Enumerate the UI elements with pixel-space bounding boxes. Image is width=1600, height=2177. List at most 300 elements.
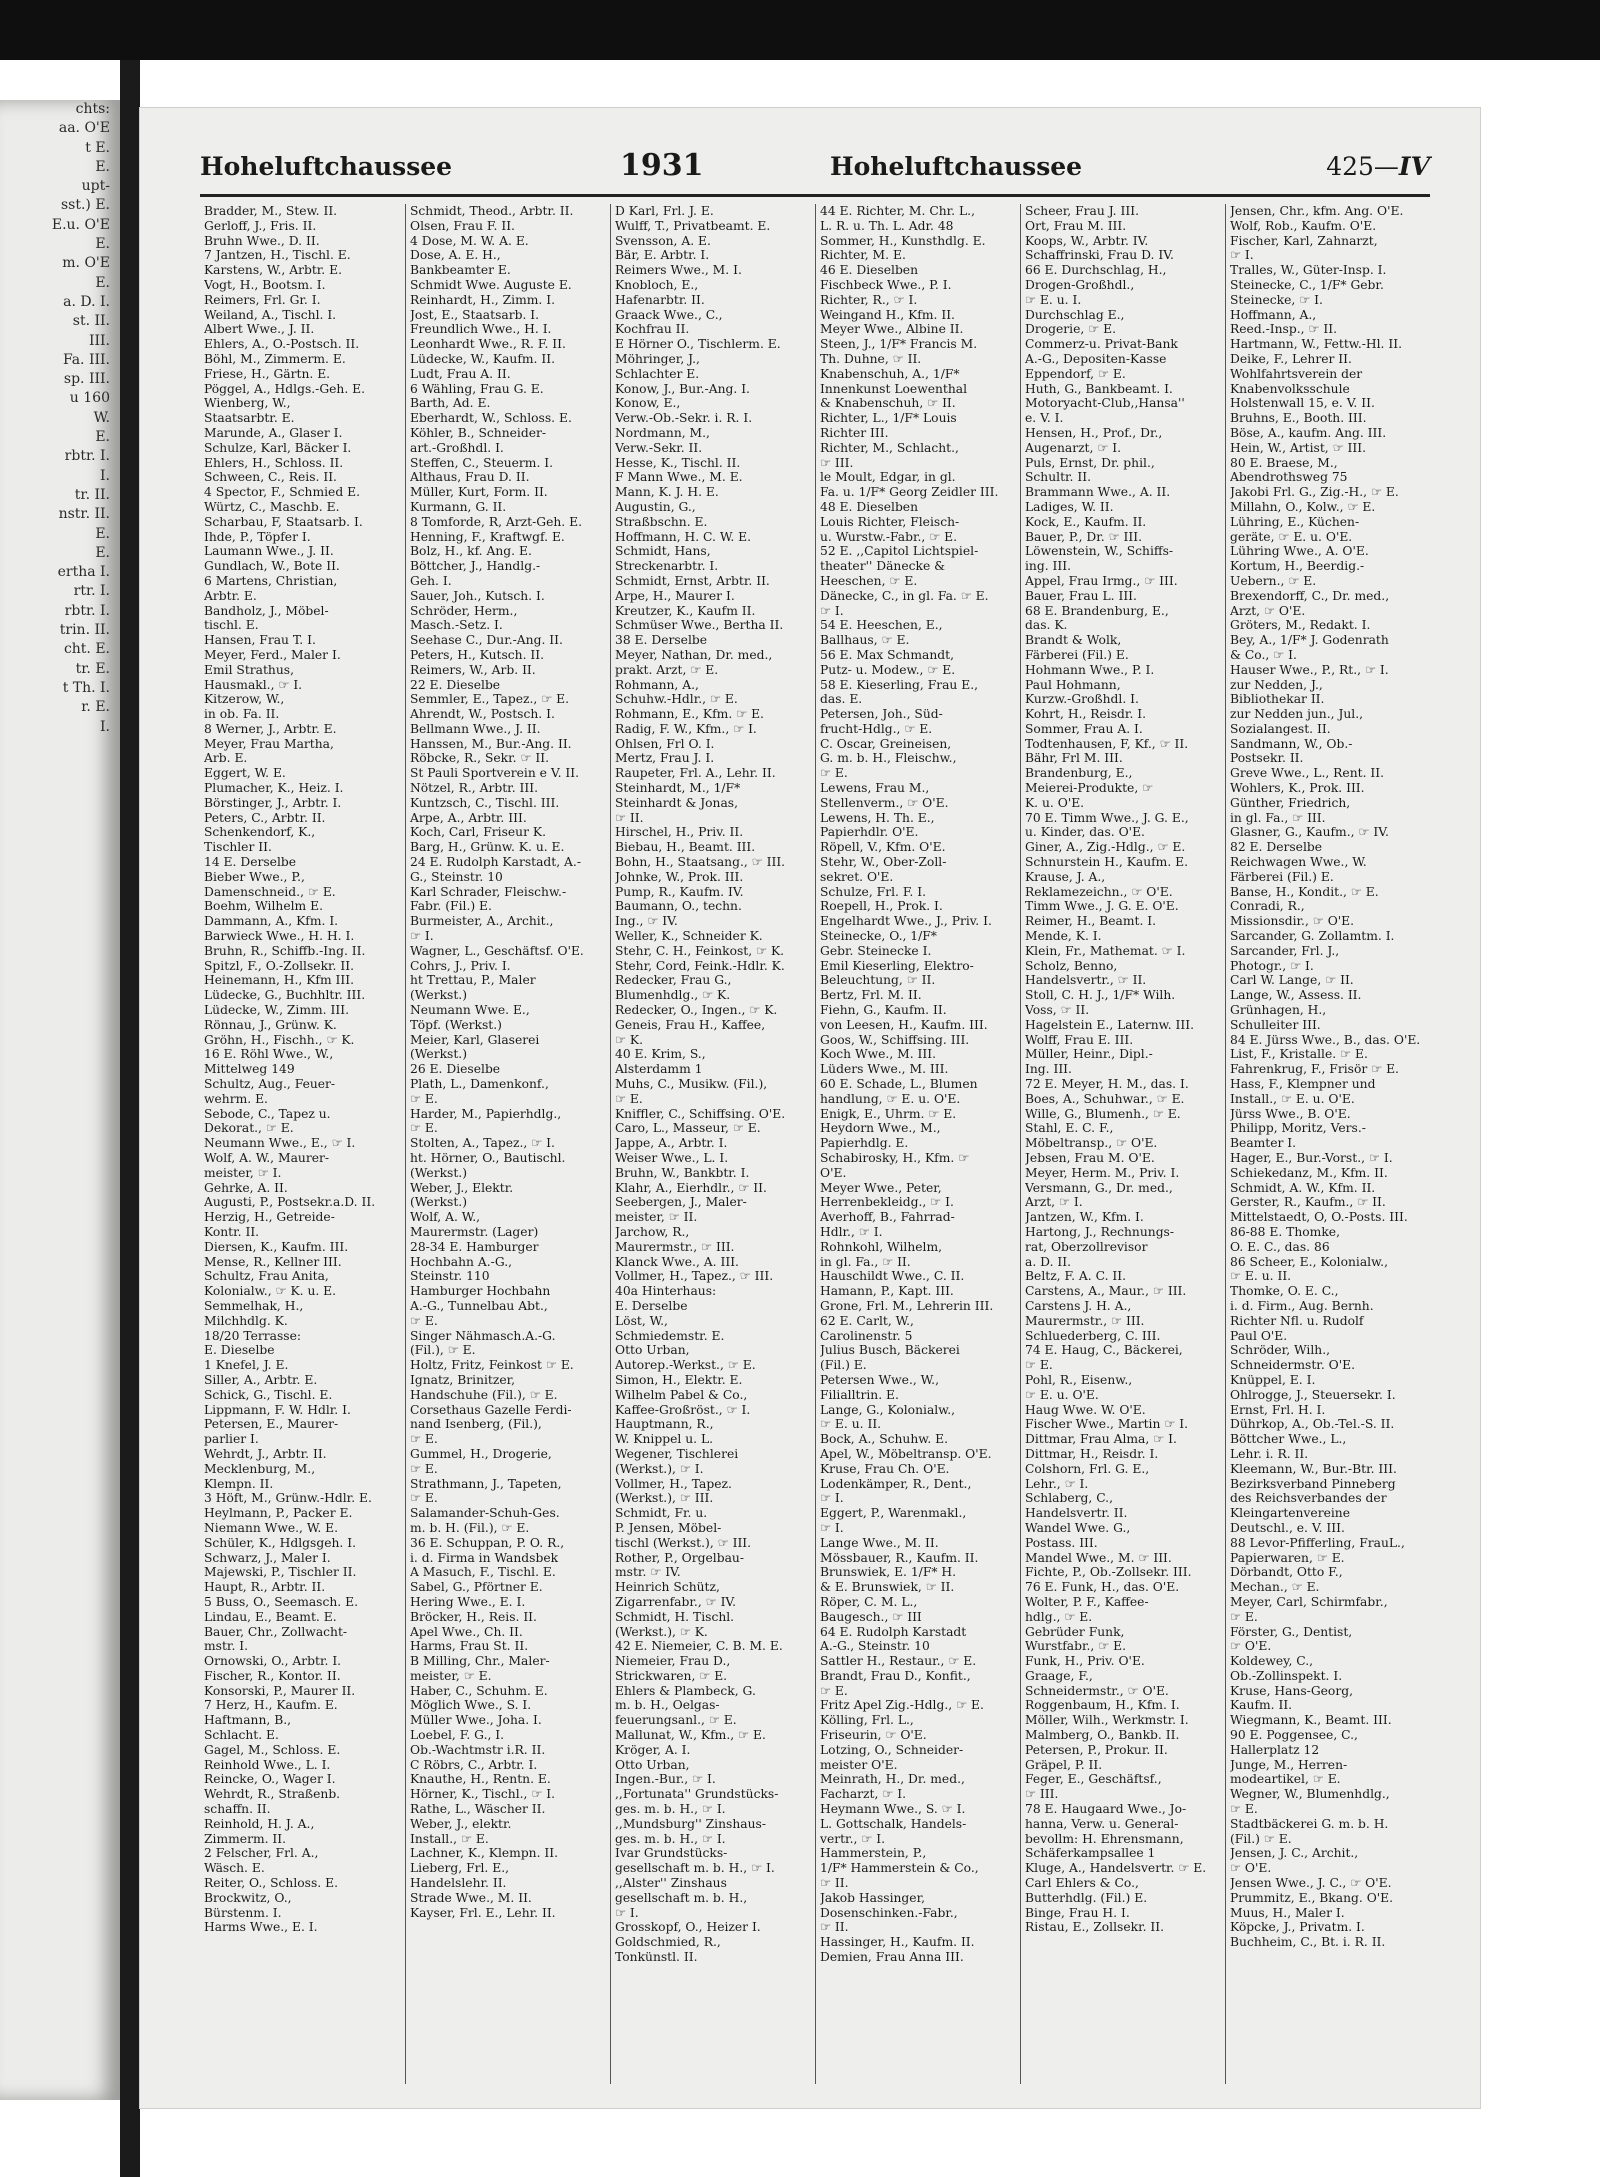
directory-entry: Innenkunst Loewenthal: [820, 381, 968, 396]
directory-entry: Rathe, L., Wäscher II.: [410, 1802, 546, 1817]
directory-entry: ☞ O'E.: [1230, 1861, 1272, 1876]
directory-entry: a. D. II.: [1025, 1254, 1072, 1269]
directory-entry: Fischer Wwe., Martin ☞ I.: [1025, 1417, 1189, 1432]
directory-entry: Jebsen, Frau M. O'E.: [1025, 1151, 1155, 1165]
directory-entry: Schaffrinski, Frau D. IV.: [1025, 248, 1174, 263]
directory-entry: Roepell, H., Prok. I.: [820, 899, 943, 914]
directory-entry: Hohmann Wwe., P. I.: [1025, 662, 1155, 677]
directory-entry: Reinhold, H. J. A.,: [204, 1816, 315, 1831]
left-page-fragment: nstr. II.: [58, 506, 110, 523]
directory-entry: ☞ E.: [410, 1091, 438, 1106]
left-page-edge: [0, 100, 126, 2100]
directory-entry: Hanssen, M., Bur.-Ang. II.: [410, 736, 572, 751]
left-page-fragment: upt-: [81, 178, 110, 195]
directory-entry: ☞ II.: [615, 810, 644, 825]
directory-entry: Bohn, H., Staatsang., ☞ III.: [615, 855, 786, 870]
directory-entry: Streckenarbtr. I.: [615, 559, 719, 574]
directory-entry: Barwieck Wwe., H. H. I.: [204, 929, 355, 944]
directory-entry: Bellmann Wwe., J. II.: [410, 721, 541, 736]
book-gutter: [120, 60, 140, 2177]
directory-entry: art.-Großhdl. I.: [410, 440, 504, 455]
directory-entry: F Mann Wwe., M. E.: [615, 470, 743, 485]
directory-entry: Karl Schrader, Fleischw.-: [410, 884, 567, 899]
directory-entry: Klahr, A., Eierhdlr., ☞ II.: [615, 1180, 767, 1195]
directory-entry: Marunde, A., Glaser I.: [204, 425, 343, 440]
directory-entry: Meyer, Ferd., Maler I.: [204, 647, 341, 662]
left-page-fragment: t Th. I.: [62, 679, 110, 696]
directory-entry: vertr., ☞ I.: [820, 1831, 885, 1846]
directory-entry: (Fil.), ☞ E.: [410, 1343, 476, 1358]
directory-entry: Reimers, W., Arb. II.: [410, 662, 536, 677]
directory-entry: (Werkst.): [410, 1047, 467, 1062]
directory-entry: Heydorn Wwe., M.,: [820, 1121, 941, 1136]
directory-entry: Roggenbaum, H., Kfm. I.: [1025, 1698, 1180, 1713]
directory-entry: Wolff, Frau E. III.: [1025, 1032, 1134, 1047]
page-volume: IV: [1398, 152, 1430, 181]
directory-entry: 66 E. Durchschlag, H.,: [1025, 263, 1167, 278]
directory-entry: Ivar Grundstücks-: [615, 1846, 728, 1861]
directory-entry: ☞ K.: [615, 1032, 644, 1047]
directory-entry: Schäferkampsallee 1: [1025, 1846, 1156, 1861]
directory-entry: Schmidt, H. Tischl.: [615, 1609, 735, 1624]
directory-entry: Carl W. Lange, ☞ II.: [1230, 973, 1354, 988]
directory-entry: Jensen, Chr., kfm. Ang. O'E.: [1230, 204, 1404, 218]
directory-entry: theater'' Dänecke &: [820, 559, 946, 574]
directory-entry: Lehr., ☞ I.: [1025, 1476, 1089, 1491]
directory-entry: ,,Alster'' Zinshaus: [615, 1876, 727, 1891]
directory-entry: Schlachter E.: [615, 366, 700, 381]
directory-entry: Hauptmann, R.,: [615, 1417, 714, 1432]
directory-entry: 46 E. Dieselben: [820, 263, 919, 278]
directory-entry: Meierei-Produkte, ☞: [1025, 781, 1154, 796]
directory-entry: Röpell, V., Kfm. O'E.: [820, 840, 946, 855]
directory-entry: ☞ E.: [820, 766, 848, 781]
directory-entry: Meinrath, H., Dr. med.,: [820, 1772, 965, 1787]
directory-entry: Jensen, J. C., Archit.,: [1230, 1846, 1359, 1861]
directory-entry: Kitzerow, W.,: [204, 692, 285, 707]
left-page-fragment: u 160: [69, 390, 110, 407]
directory-entry: Arb. E.: [204, 751, 248, 766]
directory-entry: Stoll, C. H. J., 1/F* Wilh.: [1025, 988, 1176, 1003]
directory-entry: G. m. b. H., Fleischw.,: [820, 751, 957, 766]
directory-entry: 76 E. Funk, H., das. O'E.: [1025, 1580, 1180, 1595]
directory-entry: Kortum, H., Beerdig.-: [1230, 559, 1365, 574]
directory-entry: Deutschl., e. V. III.: [1230, 1520, 1345, 1535]
directory-entry: Reed.-Insp., ☞ II.: [1230, 322, 1337, 337]
directory-entry: Cohrs, J., Priv. I.: [410, 958, 511, 973]
directory-entry: Stehr, C. H., Feinkost, ☞ K.: [615, 943, 785, 958]
directory-entry: Bock, A., Schuhw. E.: [820, 1432, 949, 1447]
directory-entry: Heinemann, H., Kfm III.: [204, 973, 355, 988]
directory-entry: Mittelweg 149: [204, 1062, 295, 1077]
directory-entry: Install., ☞ E. u. O'E.: [1230, 1091, 1355, 1106]
directory-entry: Caro, L., Masseur, ☞ E.: [615, 1121, 761, 1136]
directory-entry: Goos, W., Schiffsing. III.: [820, 1032, 970, 1047]
directory-entry: Demien, Frau Anna III.: [820, 1950, 964, 1965]
directory-entry: Vollmer, H., Tapez.: [615, 1476, 732, 1491]
directory-entry: handlung, ☞ E. u. O'E.: [820, 1091, 961, 1106]
directory-entry: Konow, E.,: [615, 396, 681, 411]
directory-entry: Grone, Frl. M., Lehrerin III.: [820, 1298, 994, 1313]
directory-entry: Färberei (Fil.) E.: [1230, 869, 1334, 884]
directory-entry: parlier I.: [204, 1432, 259, 1447]
directory-entry: Lühring Wwe., A. O'E.: [1230, 544, 1369, 559]
left-page-fragment: a. D. I.: [63, 293, 110, 310]
directory-entry: Möller, Wilh., Werkmstr. I.: [1025, 1713, 1189, 1728]
directory-entry: Arzt, ☞ O'E.: [1230, 603, 1306, 618]
directory-entry: mstr. I.: [204, 1639, 249, 1654]
directory-entry: prakt. Arzt, ☞ E.: [615, 662, 719, 677]
directory-entry: Buchheim, C., Bt. i. R. II.: [1230, 1935, 1386, 1950]
directory-entry: Augustin, G.,: [615, 499, 696, 514]
directory-entry: Paul Hohmann,: [1025, 677, 1121, 692]
directory-entry: Schlaberg, C.,: [1025, 1491, 1113, 1506]
directory-entry: Hirschel, H., Priv. II.: [615, 825, 744, 840]
directory-entry: das. E.: [820, 692, 863, 707]
directory-entry: (Fil.) ☞ E.: [1230, 1831, 1292, 1846]
directory-entry: Steen, J., 1/F* Francis M.: [820, 337, 978, 352]
left-page-fragment: sp. III.: [63, 371, 110, 388]
directory-entry: Karstens, W., Arbtr. E.: [204, 263, 342, 278]
directory-entry: Müller, Heinr., Dipl.-: [1025, 1047, 1153, 1062]
directory-entry: Weller, K., Schneider K.: [615, 929, 763, 944]
directory-entry: Geh. I.: [410, 573, 452, 588]
directory-entry: Petersen, E., Maurer-: [204, 1417, 339, 1432]
directory-entry: Gerloff, J., Fris. II.: [204, 218, 317, 233]
directory-entry: Lüdecke, G., Buchhltr. III.: [204, 988, 366, 1003]
directory-entry: Handelsvertr., ☞ II.: [1025, 973, 1147, 988]
directory-entry: mstr. ☞ IV.: [615, 1565, 681, 1580]
directory-entry: ☞ I.: [820, 1491, 844, 1506]
directory-entry: Wurstfabr., ☞ E.: [1025, 1639, 1127, 1654]
directory-entry: das. K.: [1025, 618, 1068, 633]
directory-entry: Wegner, W., Blumenhdlg.,: [1230, 1787, 1390, 1802]
directory-entry: & E. Brunswiek, ☞ II.: [820, 1580, 955, 1595]
directory-entry: Deike, F., Lehrer II.: [1230, 351, 1352, 366]
directory-entry: Grosskopf, O., Heizer I.: [615, 1920, 761, 1935]
directory-column-3: [610, 204, 815, 2084]
left-page-fragment: I.: [100, 718, 110, 735]
directory-entry: Carl Ehlers & Co.,: [1025, 1876, 1139, 1891]
directory-entry: Ing. III.: [1025, 1062, 1072, 1077]
directory-entry: L. Gottschalk, Handels-: [820, 1816, 967, 1831]
directory-entry: Kaufm. II.: [1230, 1698, 1293, 1713]
directory-entry: ☞ II.: [820, 1920, 849, 1935]
directory-entry: Eberhardt, W., Schloss. E.: [410, 411, 572, 426]
directory-entry: Ehlers & Plambeck, G.: [615, 1683, 756, 1698]
directory-entry: Brockwitz, O.,: [204, 1890, 292, 1905]
directory-entry: ☞ III.: [820, 455, 854, 470]
directory-entry: Hdlr., ☞ I.: [820, 1224, 883, 1239]
directory-entry: Mechan., ☞ E.: [1230, 1580, 1320, 1595]
directory-entry: Appel, Frau Irmg., ☞ III.: [1025, 573, 1178, 588]
left-page-fragment: r. E.: [81, 699, 110, 716]
directory-column-5: [1020, 204, 1225, 2084]
directory-entry: C Röbrs, C., Arbtr. I.: [410, 1757, 538, 1772]
directory-entry: ☞ E.: [410, 1461, 438, 1476]
directory-entry: A.-G., Depositen-Kasse: [1025, 351, 1167, 366]
directory-entry: Sommer, H., Kunsthdlg. E.: [820, 233, 986, 248]
directory-entry: Schmidt Wwe. Auguste E.: [410, 277, 572, 292]
directory-entry: Funk, H., Priv. O'E.: [1025, 1654, 1145, 1669]
directory-entry: Ohlrogge, J., Steuersekr. I.: [1230, 1387, 1396, 1402]
directory-entry: L. R. u. Th. L. Adr. 48: [820, 218, 954, 233]
directory-entry: u. Kinder, das. O'E.: [1025, 825, 1145, 840]
directory-entry: Hager, E., Bur.-Vorst., ☞ I.: [1230, 1151, 1393, 1165]
directory-entry: Hass, F., Klempner und: [1230, 1077, 1376, 1092]
directory-entry: (Werkst.), ☞ I.: [615, 1461, 704, 1476]
directory-entry: Brandt, Frau D., Konfit.,: [820, 1668, 971, 1683]
directory-entry: Brammann Wwe., A. II.: [1025, 485, 1171, 500]
directory-entry: Lange, G., Kolonialw.,: [820, 1402, 956, 1417]
directory-entry: Hamburger Hochbahn: [410, 1284, 551, 1299]
directory-entry: ☞ E.: [615, 1091, 643, 1106]
directory-entry: Bruhn, R., Schiffb.-Ing. II.: [204, 943, 366, 958]
directory-entry: 16 E. Röhl Wwe., W.,: [204, 1047, 334, 1062]
directory-entry: Johnke, W., Prok. III.: [615, 869, 744, 884]
directory-entry: Ahrendt, W., Postsch. I.: [410, 707, 555, 722]
directory-entry: Muus, H., Maler I.: [1230, 1905, 1345, 1920]
directory-entry: Koops, W., Arbtr. IV.: [1025, 233, 1149, 248]
directory-entry: Carstens, A., Maur., ☞ III.: [1025, 1284, 1187, 1299]
directory-entry: Junge, M., Herren-: [1230, 1757, 1348, 1772]
directory-entry: E. Derselbe: [615, 1298, 688, 1313]
directory-entry: 90 E. Poggensee, C.,: [1230, 1728, 1358, 1743]
directory-entry: gesellschaft m. b. H., ☞ I.: [615, 1861, 775, 1876]
directory-entry: List, F., Kristalle. ☞ E.: [1230, 1047, 1368, 1062]
directory-entry: Friseurin, ☞ O'E.: [820, 1728, 927, 1743]
directory-entry: ,,Fortunata'' Grundstücks-: [615, 1787, 779, 1802]
directory-entry: Schneidermstr., ☞ O'E.: [1025, 1683, 1169, 1698]
directory-entry: Bey, A., 1/F* J. Godenrath: [1230, 633, 1389, 648]
directory-entry: Schmidt, A. W., Kfm. II.: [1230, 1180, 1376, 1195]
directory-entry: i. d. Firma in Wandsbek: [410, 1550, 559, 1565]
directory-entry: Kurzw.-Großhdl. I.: [1025, 692, 1139, 707]
directory-entry: Schuhw.-Hdlr., ☞ E.: [615, 692, 738, 707]
directory-entry: Diersen, K., Kaufm. III.: [204, 1239, 349, 1254]
directory-entry: 18/20 Terrasse:: [204, 1328, 301, 1343]
directory-entry: Schmidt, Theod., Arbtr. II.: [410, 204, 574, 218]
directory-entry: Muhs, C., Musikw. (Fil.),: [615, 1077, 768, 1092]
directory-entry: ☞ III.: [1025, 1787, 1059, 1802]
directory-entry: Hering Wwe., E. I.: [410, 1594, 526, 1609]
directory-entry: Koch, Carl, Friseur K.: [410, 825, 546, 840]
directory-entry: Zigarrenfabr., ☞ IV.: [615, 1594, 737, 1609]
directory-entry: Corsethaus Gazelle Ferdi-: [410, 1402, 572, 1417]
directory-entry: Meyer, Herm. M., Priv. I.: [1025, 1165, 1180, 1180]
directory-entry: Butterhdlg. (Fil.) E.: [1025, 1890, 1148, 1905]
directory-entry: Klempn. II.: [204, 1476, 274, 1491]
left-page-fragment: aa. O'E: [58, 120, 110, 137]
directory-entry: 28-34 E. Hamburger: [410, 1239, 539, 1254]
directory-entry: Papierwaren, ☞ E.: [1230, 1550, 1345, 1565]
directory-entry: Redecker, O., Ingen., ☞ K.: [615, 1003, 778, 1018]
directory-entry: Scharbau, F, Staatsarb. I.: [204, 514, 363, 529]
directory-entry: 68 E. Brandenburg, E.,: [1025, 603, 1169, 618]
directory-entry: Böttcher Wwe., L.,: [1230, 1432, 1347, 1447]
directory-entry: 70 E. Timm Wwe., J. G. E.,: [1025, 810, 1189, 825]
directory-entry: tischl. E.: [204, 618, 259, 633]
directory-entry: Dekorat., ☞ E.: [204, 1121, 294, 1136]
left-page-fragment: st. II.: [72, 313, 110, 330]
directory-entry: 86-88 E. Thomke,: [1230, 1224, 1340, 1239]
directory-entry: Averhoff, B., Fahrrad-: [820, 1210, 955, 1225]
directory-entry: Schlacht. E.: [204, 1728, 279, 1743]
directory-entry: 38 E. Derselbe: [615, 633, 708, 648]
directory-entry: Lüdecke, W., Kaufm. II.: [410, 351, 555, 366]
directory-entry: Rohnkohl, Wilhelm,: [820, 1239, 943, 1254]
directory-entry: 80 E. Braese, M.,: [1230, 455, 1338, 470]
directory-entry: Bieber Wwe., P.,: [204, 869, 305, 884]
directory-entry: Rohmann, A.,: [615, 677, 699, 692]
directory-entry: Holstenwall 15, e. V. II.: [1230, 396, 1375, 411]
page-header: [200, 148, 1430, 188]
directory-entry: Kochfrau II.: [615, 322, 690, 337]
directory-entry: Singer Nähmasch.A.-G.: [410, 1328, 556, 1343]
directory-entry: Install., ☞ E.: [410, 1831, 489, 1846]
directory-entry: wehrm. E.: [204, 1091, 268, 1106]
directory-entry: Dörbandt, Otto F.,: [1230, 1565, 1343, 1580]
directory-entry: meister O'E.: [820, 1757, 898, 1772]
left-page-fragment: cht. E.: [63, 641, 110, 658]
directory-entry: Steinhardt, M., 1/F*: [615, 781, 741, 796]
directory-entry: Putz- u. Modew., ☞ E.: [820, 662, 956, 677]
directory-entry: Koldewey, C.,: [1230, 1654, 1314, 1669]
directory-entry: Konsorski, P., Maurer II.: [204, 1683, 356, 1698]
directory-entry: 54 E. Heeschen, E.,: [820, 618, 943, 633]
directory-entry: Weiland, A., Tischl. I.: [204, 307, 337, 322]
directory-entry: Facharzt, ☞ I.: [820, 1787, 906, 1802]
street-name-right: Hoheluftchaussee: [830, 152, 1083, 181]
left-page-fragment: E.u. O'E: [51, 216, 110, 233]
directory-entry: 4 Dose, M. W. A. E.: [410, 233, 529, 248]
directory-entry: Strade Wwe., M. II.: [410, 1890, 532, 1905]
directory-entry: Wilhelm Pabel & Co.,: [615, 1387, 748, 1402]
directory-entry: Bruhn Wwe., D. II.: [204, 233, 320, 248]
directory-entry: Schultz, Frau Anita,: [204, 1269, 329, 1284]
directory-entry: Färberei (Fil.) E.: [1025, 647, 1129, 662]
directory-entry: Althaus, Frau D. II.: [410, 470, 530, 485]
left-page-fragment: tr. E.: [75, 660, 110, 677]
directory-entry: Krause, J. A.,: [1025, 869, 1106, 884]
directory-entry: Neumann Wwe., E., ☞ I.: [204, 1136, 356, 1151]
directory-entry: Mann, K. J. H. E.: [615, 485, 719, 500]
directory-entry: Schwarz, J., Maler I.: [204, 1550, 331, 1565]
left-page-fragment: E.: [95, 236, 110, 253]
directory-entry: bevollm: H. Ehrensmann,: [1025, 1831, 1184, 1846]
directory-entry: Dittmar, H., Reisdr. I.: [1025, 1446, 1159, 1461]
directory-entry: rat, Oberzollrevisor: [1025, 1239, 1148, 1254]
directory-entry: Hein, W., Artist, ☞ III.: [1230, 440, 1367, 455]
directory-entry: Semmelhak, H.,: [204, 1298, 304, 1313]
directory-entry: ☞ I.: [820, 603, 844, 618]
directory-entry: Seehase C., Dur.-Ang. II.: [410, 633, 563, 648]
directory-entry: Dosenschinken.-Fabr.,: [820, 1905, 958, 1920]
directory-entry: Schween, C., Reis. II.: [204, 470, 337, 485]
directory-entry: Ihde, P., Töpfer I.: [204, 529, 311, 544]
directory-entry: Kolonialw., ☞ K. u. E.: [204, 1284, 337, 1299]
directory-entry: 62 E. Carlt, W.,: [820, 1313, 914, 1328]
directory-entry: Schröder, Wilh.,: [1230, 1343, 1331, 1358]
directory-entry: Jakobi Frl. G., Zig.-H., ☞ E.: [1230, 485, 1399, 500]
directory-entry: Siller, A., Arbtr. E.: [204, 1372, 318, 1387]
directory-entry: Gummel, H., Drogerie,: [410, 1446, 552, 1461]
directory-entry: 24 E. Rudolph Karstadt, A.-: [410, 855, 581, 870]
directory-entry: Reincke, O., Wager I.: [204, 1772, 336, 1787]
directory-entry: Töpf. (Werkst.): [410, 1017, 502, 1032]
left-page-fragment: III.: [88, 332, 110, 349]
directory-entry: Bauer, Chr., Zollwacht-: [204, 1624, 348, 1639]
directory-entry: i. d. Firm., Aug. Bernh.: [1230, 1298, 1374, 1313]
directory-entry: Ob.-Zollinspekt. I.: [1230, 1668, 1343, 1683]
directory-entry: Hochbahn A.-G.,: [410, 1254, 513, 1269]
directory-entry: (Werkst.): [410, 1195, 467, 1210]
directory-entry: Scheer, Frau J. III.: [1025, 204, 1139, 218]
directory-entry: Lindau, E., Beamt. E.: [204, 1609, 337, 1624]
directory-entry: Wohlfahrtsverein der: [1230, 366, 1363, 381]
directory-entry: Wehrdt, J., Arbtr. II.: [204, 1446, 327, 1461]
directory-entry: O. E. C., das. 86: [1230, 1239, 1330, 1254]
directory-entry: Grünhagen, H.,: [1230, 1003, 1327, 1018]
directory-entry: 2 Felscher, Frl. A.,: [204, 1846, 319, 1861]
left-page-fragment: Fa. III.: [62, 351, 110, 368]
directory-entry: Postass. III.: [1025, 1535, 1098, 1550]
directory-entry: A Masuch, F., Tischl. E.: [410, 1565, 556, 1580]
directory-entry: ☞ I.: [820, 1520, 844, 1535]
directory-entry: Hörner, K., Tischl., ☞ I.: [410, 1787, 556, 1802]
directory-entry: W. Knippel u. L.: [615, 1432, 714, 1447]
left-page-fragment: E.: [95, 158, 110, 175]
page-number-value: 425—: [1326, 152, 1399, 181]
directory-entry: Wäsch. E.: [204, 1861, 265, 1876]
directory-entry: Reimers, Frl. Gr. I.: [204, 292, 321, 307]
directory-entry: Sabel, G., Pförtner E.: [410, 1580, 543, 1595]
directory-entry: Hesse, K., Tischl. II.: [615, 455, 741, 470]
directory-entry: Mittelstaedt, O, O.-Posts. III.: [1230, 1210, 1408, 1225]
directory-entry: Salamander-Schuh-Ges.: [410, 1506, 560, 1521]
directory-entry: Jantzen, W., Kfm. I.: [1025, 1210, 1144, 1225]
directory-entry: Hartong, J., Rechnungs-: [1025, 1224, 1175, 1239]
directory-entry: ☞ E.: [1230, 1609, 1258, 1624]
directory-entry: Kayser, Frl. E., Lehr. II.: [410, 1905, 556, 1920]
directory-entry: Würtz, C., Maschb. E.: [204, 499, 340, 514]
directory-entry: Niemann Wwe., W. E.: [204, 1520, 339, 1535]
directory-entry: Hamann, P., Kapt. III.: [820, 1284, 954, 1299]
directory-entry: Strickwaren, ☞ E.: [615, 1668, 728, 1683]
directory-entry: Wolf, Rob., Kaufm. O'E.: [1230, 218, 1377, 233]
directory-entry: Kruse, Hans-Georg,: [1230, 1683, 1353, 1698]
directory-entry: Richter, L., 1/F* Louis: [820, 411, 957, 426]
directory-entry: Voss, ☞ II.: [1025, 1003, 1090, 1018]
left-page-fragment: chts:: [75, 101, 110, 117]
directory-entry: P. Jensen, Möbel-: [615, 1520, 722, 1535]
directory-entry: Lüders Wwe., M. III.: [820, 1062, 949, 1077]
directory-entry: Puls, Ernst, Dr. phil.,: [1025, 455, 1155, 470]
directory-entry: Drogen-Großhdl.,: [1025, 277, 1135, 292]
directory-entry: Nötzel, R., Arbtr. III.: [410, 781, 538, 796]
directory-entry: Jost, E., Staatsarb. I.: [410, 307, 540, 322]
directory-entry: Arpe, A., Arbtr. III.: [410, 810, 527, 825]
directory-entry: Maurermstr., ☞ III.: [615, 1239, 735, 1254]
directory-entry: Steinecke, C., 1/F* Gebr.: [1230, 277, 1384, 292]
directory-entry: Schröder, Herm.,: [410, 603, 518, 618]
directory-entry: Sauer, Joh., Kutsch. I.: [410, 588, 545, 603]
directory-entry: Wagner, L., Geschäftsf. O'E.: [410, 943, 584, 958]
directory-entry: Prummitz, E., Bkang. O'E.: [1230, 1890, 1394, 1905]
directory-entry: Arbtr. E.: [204, 588, 257, 603]
directory-entry: Hagelstein E., Laternw. III.: [1025, 1017, 1195, 1032]
directory-entry: Mandel Wwe., M. ☞ III.: [1025, 1550, 1172, 1565]
